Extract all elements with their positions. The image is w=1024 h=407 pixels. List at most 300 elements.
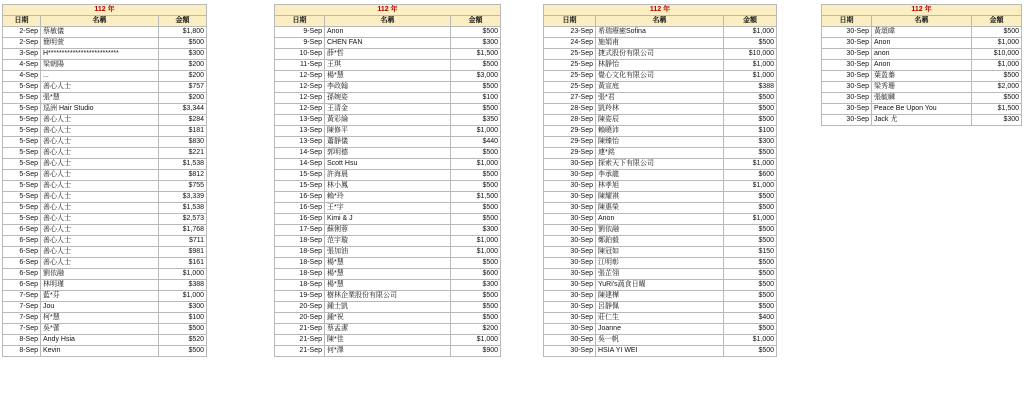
table-row (275, 82, 501, 93)
name-cell: 王清金 (325, 104, 451, 115)
date-cell: 30-Sep (822, 82, 872, 93)
amount-cell: $500 (451, 181, 501, 192)
name-cell: CHEN FAN (325, 38, 451, 49)
table-row (275, 148, 501, 159)
name-cell: 李政翰 (325, 82, 451, 93)
date-cell: 5-Sep (3, 192, 41, 203)
amount-cell: $500 (451, 104, 501, 115)
amount-cell: $500 (451, 203, 501, 214)
amount-cell: $300 (724, 137, 777, 148)
amount-cell: $500 (451, 214, 501, 225)
date-cell: 6-Sep (3, 247, 41, 258)
date-cell: 5-Sep (3, 93, 41, 104)
name-cell: 許海晨 (325, 170, 451, 181)
amount-cell: $981 (159, 247, 207, 258)
amount-cell: $1,000 (724, 335, 777, 346)
name-cell: 善心人士 (41, 159, 159, 170)
name-cell: 張*君 (596, 93, 724, 104)
amount-cell: $100 (159, 313, 207, 324)
table-row (544, 170, 777, 181)
date-cell: 16-Sep (275, 203, 325, 214)
name-cell: Kevin (41, 346, 159, 357)
date-cell: 4-Sep (3, 71, 41, 82)
table-row (3, 38, 207, 49)
table-row (275, 170, 501, 181)
table-row (275, 236, 501, 247)
table-row (822, 104, 1022, 115)
table-row (544, 159, 777, 170)
date-cell: 2-Sep (3, 27, 41, 38)
name-cell: 黃頌暐 (872, 27, 972, 38)
table-row (3, 192, 207, 203)
name-cell: 范宇璇 (325, 236, 451, 247)
date-cell: 30-Sep (544, 324, 596, 335)
table-row (3, 280, 207, 291)
table-row (822, 60, 1022, 71)
amount-cell: $500 (724, 38, 777, 49)
table-row (275, 225, 501, 236)
table-row (822, 27, 1022, 38)
table-row (275, 313, 501, 324)
table-row (544, 247, 777, 258)
name-cell: 楊*慧 (325, 71, 451, 82)
amount-cell: $500 (451, 27, 501, 38)
table-row (275, 126, 501, 137)
amount-cell: $1,000 (724, 159, 777, 170)
table-row (3, 137, 207, 148)
table-row (275, 115, 501, 126)
date-cell: 30-Sep (544, 280, 596, 291)
name-cell: 善心人士 (41, 203, 159, 214)
date-cell: 16-Sep (275, 214, 325, 225)
name-cell: H************************** (41, 49, 159, 60)
amount-cell: $161 (159, 258, 207, 269)
name-cell: 巡洲 Hair Studio (41, 104, 159, 115)
table-row (3, 181, 207, 192)
date-cell: 18-Sep (275, 247, 325, 258)
name-header: 名稱 (872, 16, 972, 27)
date-cell: 5-Sep (3, 203, 41, 214)
table-row (3, 269, 207, 280)
date-cell: 6-Sep (3, 269, 41, 280)
amount-cell: $300 (159, 49, 207, 60)
table-row (544, 181, 777, 192)
amount-cell: $2,573 (159, 214, 207, 225)
amount-cell: $757 (159, 82, 207, 93)
donation-table-2 (274, 4, 501, 357)
amount-cell: $1,000 (451, 236, 501, 247)
table-row (544, 258, 777, 269)
table-row (544, 93, 777, 104)
date-cell: 14-Sep (275, 148, 325, 159)
date-cell: 25-Sep (544, 60, 596, 71)
name-cell: ... (41, 71, 159, 82)
date-cell: 21-Sep (275, 346, 325, 357)
table-row (3, 82, 207, 93)
amount-cell: $1,000 (724, 214, 777, 225)
table-row (275, 27, 501, 38)
amount-cell: $300 (159, 302, 207, 313)
amount-cell: $812 (159, 170, 207, 181)
table-row (275, 335, 501, 346)
date-cell: 5-Sep (3, 126, 41, 137)
name-cell: 蘇俐蓉 (325, 225, 451, 236)
amount-cell: $500 (972, 93, 1022, 104)
name-cell: 李承龍 (596, 170, 724, 181)
amount-cell: $1,000 (451, 247, 501, 258)
name-cell: 蔡敏儀 (41, 27, 159, 38)
name-cell: 善心人士 (41, 258, 159, 269)
date-cell: 30-Sep (822, 93, 872, 104)
date-cell: 30-Sep (822, 38, 872, 49)
amount-cell: $440 (451, 137, 501, 148)
table-row (275, 280, 501, 291)
table-row (544, 335, 777, 346)
amount-cell: $1,800 (159, 27, 207, 38)
amount-cell: $500 (724, 302, 777, 313)
name-cell: 陳臻怡 (596, 137, 724, 148)
date-cell: 30-Sep (544, 181, 596, 192)
name-cell: 張毓麟 (872, 93, 972, 104)
amount-cell: $2,000 (972, 82, 1022, 93)
amount-cell: $1,000 (451, 126, 501, 137)
name-cell: 善心人士 (41, 181, 159, 192)
amount-cell: $500 (724, 258, 777, 269)
name-cell: Anon (872, 60, 972, 71)
amount-cell: $500 (451, 170, 501, 181)
date-cell: 27-Sep (544, 93, 596, 104)
name-cell: 賴曉沛 (596, 126, 724, 137)
amount-cell: $400 (724, 313, 777, 324)
name-cell: 何*澤 (325, 346, 451, 357)
name-cell: 張芷翎 (596, 269, 724, 280)
table-row (544, 115, 777, 126)
name-cell: 善心人士 (41, 247, 159, 258)
amount-cell: $200 (159, 71, 207, 82)
amount-cell: $1,500 (451, 49, 501, 60)
name-cell: 薛*哲 (325, 49, 451, 60)
name-cell: 樹林企業股份有限公司 (325, 291, 451, 302)
name-cell: HSIA YI WEI (596, 346, 724, 357)
name-cell: 楊*慧 (325, 280, 451, 291)
table-row (544, 27, 777, 38)
table-row (3, 324, 207, 335)
table-row (3, 115, 207, 126)
table-row (275, 104, 501, 115)
date-cell: 15-Sep (275, 181, 325, 192)
amount-cell: $500 (724, 104, 777, 115)
date-cell: 6-Sep (3, 236, 41, 247)
table-row (275, 60, 501, 71)
amount-header: 金額 (159, 16, 207, 27)
name-cell: 捷式股份有限公司 (596, 49, 724, 60)
name-cell: 葉盈蓁 (872, 71, 972, 82)
date-cell: 30-Sep (544, 225, 596, 236)
amount-cell: $500 (724, 192, 777, 203)
amount-cell: $600 (724, 170, 777, 181)
name-cell: 陳惠榮 (596, 203, 724, 214)
amount-cell: $500 (724, 324, 777, 335)
amount-cell: $300 (451, 38, 501, 49)
date-cell: 30-Sep (544, 247, 596, 258)
name-cell: 連*銘 (596, 148, 724, 159)
amount-cell: $1,000 (972, 38, 1022, 49)
name-cell: 楊*慧 (325, 258, 451, 269)
table-row (3, 126, 207, 137)
name-cell: 善心人士 (41, 115, 159, 126)
table-row (544, 82, 777, 93)
amount-cell: $1,000 (724, 181, 777, 192)
date-header: 日期 (822, 16, 872, 27)
name-cell: 林小鳳 (325, 181, 451, 192)
name-cell: Anon (325, 27, 451, 38)
name-cell: Joanne (596, 324, 724, 335)
name-cell: 王琪 (325, 60, 451, 71)
table-row (544, 104, 777, 115)
date-cell: 7-Sep (3, 324, 41, 335)
name-cell: 林靜怡 (596, 60, 724, 71)
name-cell: Jou (41, 302, 159, 313)
date-cell: 6-Sep (3, 225, 41, 236)
name-cell: 梁秀珊 (872, 82, 972, 93)
date-cell: 16-Sep (275, 192, 325, 203)
name-cell: 善心人士 (41, 126, 159, 137)
table-row (544, 324, 777, 335)
name-cell: 施娟甫 (596, 38, 724, 49)
date-cell: 5-Sep (3, 137, 41, 148)
amount-cell: $10,000 (972, 49, 1022, 60)
date-cell: 5-Sep (3, 159, 41, 170)
date-cell: 6-Sep (3, 258, 41, 269)
date-cell: 18-Sep (275, 269, 325, 280)
date-cell: 25-Sep (544, 49, 596, 60)
table-row (3, 236, 207, 247)
name-cell: 江明彰 (596, 258, 724, 269)
table-row (3, 247, 207, 258)
amount-cell: $600 (451, 269, 501, 280)
table-row (275, 181, 501, 192)
date-header: 日期 (544, 16, 596, 27)
date-cell: 23-Sep (544, 27, 596, 38)
table-row (3, 93, 207, 104)
name-cell: 善心人士 (41, 214, 159, 225)
amount-cell: $100 (724, 126, 777, 137)
table-row (3, 71, 207, 82)
table-row (3, 291, 207, 302)
date-cell: 5-Sep (3, 115, 41, 126)
table-row (3, 225, 207, 236)
table-row (3, 49, 207, 60)
table-row (822, 115, 1022, 126)
name-cell: 王*宇 (325, 203, 451, 214)
name-cell: Peace Be Upon You (872, 104, 972, 115)
table-row (275, 93, 501, 104)
table-row (822, 71, 1022, 82)
amount-cell: $1,538 (159, 203, 207, 214)
date-cell: 12-Sep (275, 93, 325, 104)
date-cell: 4-Sep (3, 60, 41, 71)
amount-cell: $900 (451, 346, 501, 357)
table-row (3, 159, 207, 170)
year-title: 112 年 (822, 5, 1022, 16)
amount-cell: $300 (451, 225, 501, 236)
table-row (3, 170, 207, 181)
date-cell: 5-Sep (3, 170, 41, 181)
date-cell: 7-Sep (3, 302, 41, 313)
amount-cell: $500 (451, 258, 501, 269)
amount-cell: $1,000 (724, 60, 777, 71)
name-cell: 陳冠如 (596, 247, 724, 258)
date-cell: 30-Sep (822, 71, 872, 82)
date-cell: 7-Sep (3, 313, 41, 324)
year-title: 112 年 (3, 5, 207, 16)
amount-cell: $284 (159, 115, 207, 126)
date-cell: 11-Sep (275, 60, 325, 71)
date-cell: 25-Sep (544, 71, 596, 82)
table-row (275, 38, 501, 49)
date-cell: 5-Sep (3, 181, 41, 192)
table-row (544, 49, 777, 60)
amount-cell: $3,339 (159, 192, 207, 203)
name-cell: 蕭靜儀 (325, 137, 451, 148)
date-cell: 28-Sep (544, 115, 596, 126)
amount-cell: $500 (451, 148, 501, 159)
amount-cell: $830 (159, 137, 207, 148)
table-row (3, 148, 207, 159)
amount-cell: $500 (724, 280, 777, 291)
date-cell: 13-Sep (275, 126, 325, 137)
name-cell: 張加油 (325, 247, 451, 258)
table-row (544, 280, 777, 291)
date-cell: 19-Sep (275, 291, 325, 302)
amount-cell: $1,000 (159, 291, 207, 302)
date-cell: 9-Sep (275, 38, 325, 49)
date-cell: 30-Sep (544, 236, 596, 247)
date-cell: 30-Sep (544, 159, 596, 170)
date-cell: 8-Sep (3, 335, 41, 346)
name-cell: 鄭鉑毅 (596, 236, 724, 247)
date-cell: 5-Sep (3, 82, 41, 93)
amount-cell: $1,768 (159, 225, 207, 236)
date-cell: 24-Sep (544, 38, 596, 49)
amount-cell: $520 (159, 335, 207, 346)
date-cell: 29-Sep (544, 137, 596, 148)
amount-cell: $500 (724, 203, 777, 214)
date-cell: 12-Sep (275, 82, 325, 93)
table-row (3, 313, 207, 324)
amount-cell: $500 (724, 236, 777, 247)
table-row (544, 126, 777, 137)
name-cell: 藍*芬 (41, 291, 159, 302)
date-cell: 30-Sep (544, 291, 596, 302)
date-cell: 10-Sep (275, 49, 325, 60)
amount-cell: $500 (451, 291, 501, 302)
date-cell: 3-Sep (3, 49, 41, 60)
date-cell: 13-Sep (275, 115, 325, 126)
amount-cell: $200 (451, 324, 501, 335)
table-row (544, 148, 777, 159)
year-title: 112 年 (544, 5, 777, 16)
table-row (544, 60, 777, 71)
amount-cell: $500 (159, 324, 207, 335)
donation-table-3 (543, 4, 777, 357)
date-cell: 18-Sep (275, 280, 325, 291)
date-cell: 17-Sep (275, 225, 325, 236)
amount-cell: $350 (451, 115, 501, 126)
amount-cell: $1,500 (972, 104, 1022, 115)
name-cell: 張*慧 (41, 93, 159, 104)
amount-cell: $388 (159, 280, 207, 291)
table-row (275, 269, 501, 280)
date-cell: 30-Sep (544, 214, 596, 225)
name-cell: 楊*慧 (325, 269, 451, 280)
date-cell: 30-Sep (822, 49, 872, 60)
table-row (3, 203, 207, 214)
date-cell: 21-Sep (275, 324, 325, 335)
table-row (275, 258, 501, 269)
name-cell: 陳姿辰 (596, 115, 724, 126)
table-row (275, 214, 501, 225)
date-cell: 30-Sep (544, 313, 596, 324)
table-row (544, 203, 777, 214)
date-cell: 2-Sep (3, 38, 41, 49)
amount-cell: $500 (159, 38, 207, 49)
table-row (544, 302, 777, 313)
amount-cell: $300 (451, 280, 501, 291)
table-row (544, 346, 777, 357)
name-cell: 探索天下有限公司 (596, 159, 724, 170)
amount-cell: $1,000 (724, 71, 777, 82)
name-cell: 善心人士 (41, 148, 159, 159)
name-header: 名稱 (325, 16, 451, 27)
amount-cell: $1,538 (159, 159, 207, 170)
table-row (544, 236, 777, 247)
table-row (3, 346, 207, 357)
amount-cell: $500 (451, 313, 501, 324)
name-cell: 簡明萱 (41, 38, 159, 49)
date-cell: 20-Sep (275, 302, 325, 313)
table-row (275, 192, 501, 203)
amount-cell: $500 (724, 225, 777, 236)
table-row (275, 291, 501, 302)
date-cell: 18-Sep (275, 236, 325, 247)
table-row (3, 302, 207, 313)
table-row (275, 49, 501, 60)
name-cell: 吳*蕾 (41, 324, 159, 335)
table-row (3, 27, 207, 38)
table-row (275, 324, 501, 335)
amount-cell: $500 (724, 93, 777, 104)
name-cell: 黃彩綸 (325, 115, 451, 126)
date-cell: 13-Sep (275, 137, 325, 148)
date-cell: 30-Sep (822, 60, 872, 71)
amount-cell: $200 (159, 93, 207, 104)
name-header: 名稱 (596, 16, 724, 27)
name-cell: 賴*玲 (325, 192, 451, 203)
amount-cell: $1,500 (451, 192, 501, 203)
name-cell: 蔡孟潔 (325, 324, 451, 335)
table-row (544, 269, 777, 280)
amount-cell: $1,000 (451, 335, 501, 346)
date-header: 日期 (275, 16, 325, 27)
name-cell: 善心人士 (41, 192, 159, 203)
name-cell: 善心人士 (41, 170, 159, 181)
table-row (822, 82, 1022, 93)
name-header: 名稱 (41, 16, 159, 27)
name-cell: 柯*慧 (41, 313, 159, 324)
name-cell: 黃宣庭 (596, 82, 724, 93)
name-cell: 鍾*祝 (325, 313, 451, 324)
